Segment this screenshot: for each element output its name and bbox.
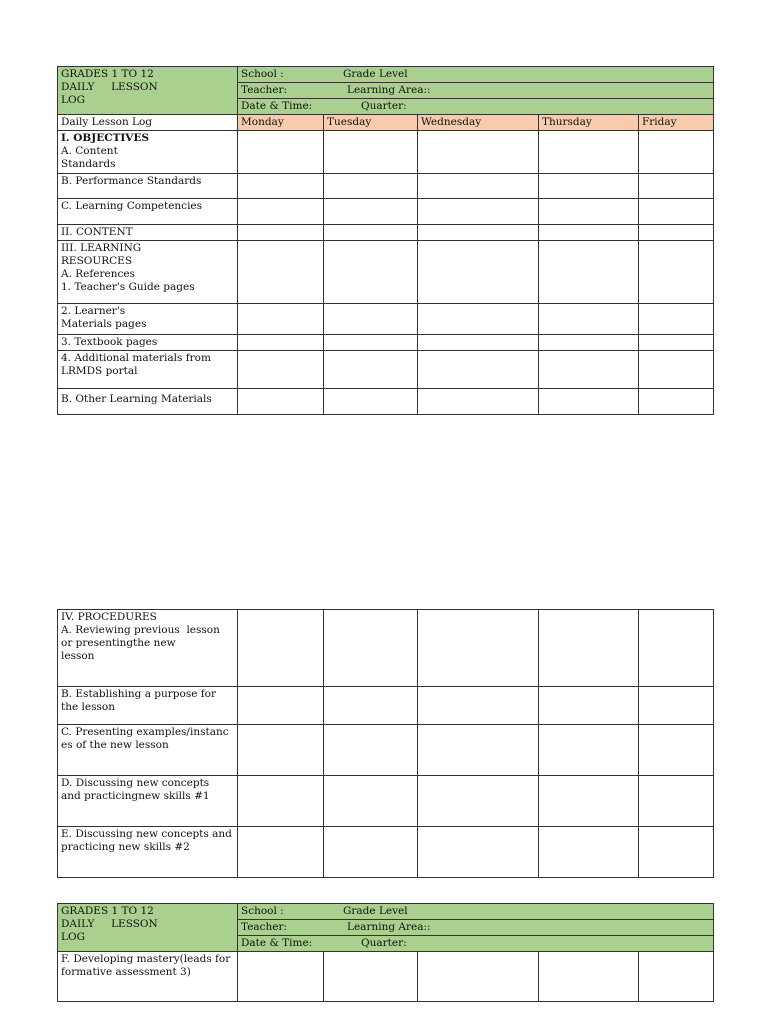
entry-cell[interactable] (639, 389, 714, 415)
date-time-cell[interactable] (238, 936, 714, 952)
lesson-log-table-3 (57, 903, 714, 1002)
entry-cell[interactable] (238, 687, 324, 725)
row-label (58, 827, 238, 878)
entry-cell[interactable] (324, 241, 418, 304)
row-label-line: and practicingnew skills #1 (61, 790, 210, 802)
day-header-thursday: Thursday (539, 115, 639, 131)
log-title-cell (58, 67, 238, 115)
quarter-label: Quarter: (361, 100, 407, 112)
entry-cell[interactable] (418, 687, 539, 725)
teacher-cell[interactable] (238, 920, 714, 936)
row-label-line: III. LEARNING (61, 242, 142, 254)
daily-lesson-log-label: Daily Lesson Log (58, 115, 238, 131)
table-row (58, 725, 714, 776)
row-label (58, 725, 238, 776)
entry-cell[interactable] (418, 827, 539, 878)
row-label (58, 610, 238, 687)
entry-cell[interactable] (324, 952, 418, 1002)
entry-cell[interactable] (324, 610, 418, 687)
entry-cell[interactable] (639, 776, 714, 827)
entry-cell[interactable] (238, 725, 324, 776)
entry-cell[interactable] (539, 389, 639, 415)
entry-cell[interactable] (539, 725, 639, 776)
entry-cell[interactable] (418, 241, 539, 304)
teacher-label: Teacher: (241, 84, 288, 96)
entry-cell[interactable] (639, 687, 714, 725)
table-row (58, 952, 714, 1002)
row-label (58, 335, 238, 351)
table-row (58, 304, 714, 335)
log-title-line-1: GRADES 1 TO 12 (61, 68, 154, 80)
log-title-line-2: DAILY LESSON (61, 918, 158, 930)
entry-cell[interactable] (418, 174, 539, 199)
school-label: School : (241, 905, 284, 917)
entry-cell[interactable] (238, 225, 324, 241)
table-row (58, 776, 714, 827)
learning-area-label: Learning Area:: (347, 921, 431, 933)
entry-cell[interactable] (238, 199, 324, 225)
row-label-line: 2. Learner's (61, 305, 126, 317)
grade-level-label: Grade Level (343, 905, 408, 917)
lesson-log-table-2 (57, 609, 714, 878)
entry-cell[interactable] (324, 827, 418, 878)
entry-cell[interactable] (418, 304, 539, 335)
entry-cell[interactable] (639, 827, 714, 878)
day-header-wednesday: Wednesday (418, 115, 539, 131)
entry-cell[interactable] (238, 335, 324, 351)
day-header-monday: Monday (238, 115, 324, 131)
entry-cell[interactable] (324, 174, 418, 199)
entry-cell[interactable] (418, 335, 539, 351)
entry-cell[interactable] (539, 241, 639, 304)
row-label-line: B. Other Learning Materials (61, 393, 212, 405)
row-label-line: or presentingthe new (61, 637, 176, 649)
day-header-friday: Friday (639, 115, 714, 131)
row-label (58, 174, 238, 199)
entry-cell[interactable] (639, 304, 714, 335)
entry-cell[interactable] (639, 351, 714, 389)
table-row (58, 687, 714, 725)
entry-cell[interactable] (418, 199, 539, 225)
entry-cell[interactable] (639, 241, 714, 304)
table-row (58, 241, 714, 304)
log-title-cell (58, 904, 238, 952)
date-time-cell[interactable] (238, 99, 714, 115)
row-label-line: A. Reviewing previous lesson (61, 624, 220, 636)
row-label-line: E. Discussing new concepts and (61, 828, 232, 840)
row-label (58, 776, 238, 827)
table-row (58, 335, 714, 351)
entry-cell[interactable] (539, 351, 639, 389)
row-label-line: B. Establishing a purpose for (61, 688, 217, 700)
table-row (58, 225, 714, 241)
quarter-label: Quarter: (361, 937, 407, 949)
school-cell[interactable] (238, 67, 714, 83)
grade-level-label: Grade Level (343, 68, 408, 80)
procedures-heading: IV. PROCEDURES (61, 611, 157, 623)
row-label-line: practicing new skills #2 (61, 841, 190, 853)
entry-cell[interactable] (539, 335, 639, 351)
row-label (58, 199, 238, 225)
entry-cell[interactable] (238, 174, 324, 199)
entry-cell[interactable] (324, 776, 418, 827)
row-label-line: A. References (61, 268, 135, 280)
entry-cell[interactable] (324, 304, 418, 335)
learning-area-label: Learning Area:: (347, 84, 431, 96)
table-row (58, 199, 714, 225)
entry-cell[interactable] (324, 335, 418, 351)
entry-cell[interactable] (539, 952, 639, 1002)
entry-cell[interactable] (539, 174, 639, 199)
entry-cell[interactable] (639, 131, 714, 174)
table-row (58, 610, 714, 687)
entry-cell[interactable] (418, 389, 539, 415)
entry-cell[interactable] (238, 131, 324, 174)
row-label (58, 389, 238, 415)
entry-cell[interactable] (639, 952, 714, 1002)
entry-cell[interactable] (639, 725, 714, 776)
entry-cell[interactable] (639, 225, 714, 241)
date-time-label: Date & Time: (241, 937, 313, 949)
day-header-tuesday: Tuesday (324, 115, 418, 131)
row-label-line: Materials pages (61, 318, 147, 330)
table-row (58, 389, 714, 415)
row-label-line: F. Developing mastery(leads for (61, 953, 231, 965)
entry-cell[interactable] (418, 952, 539, 1002)
row-label-line: D. Discussing new concepts (61, 777, 210, 789)
row-label (58, 241, 238, 304)
entry-cell[interactable] (639, 174, 714, 199)
table-row (58, 827, 714, 878)
entry-cell[interactable] (324, 687, 418, 725)
entry-cell[interactable] (324, 225, 418, 241)
row-label-line: II. CONTENT (61, 226, 133, 238)
teacher-cell[interactable] (238, 83, 714, 99)
entry-cell[interactable] (539, 199, 639, 225)
entry-cell[interactable] (324, 351, 418, 389)
entry-cell[interactable] (539, 687, 639, 725)
row-label (58, 225, 238, 241)
entry-cell[interactable] (418, 131, 539, 174)
entry-cell[interactable] (238, 241, 324, 304)
row-label-line: 4. Additional materials from (61, 352, 211, 364)
log-title-line-3: LOG (61, 931, 85, 943)
row-label-line: 1. Teacher's Guide pages (61, 281, 195, 293)
row-label (58, 952, 238, 1002)
entry-cell[interactable] (418, 225, 539, 241)
school-cell[interactable] (238, 904, 714, 920)
entry-cell[interactable] (324, 199, 418, 225)
row-label-line: C. Presenting examples/instanc (61, 726, 229, 738)
entry-cell[interactable] (539, 827, 639, 878)
log-title-line-2: DAILY LESSON (61, 81, 158, 93)
entry-cell[interactable] (324, 725, 418, 776)
entry-cell[interactable] (418, 725, 539, 776)
entry-cell[interactable] (238, 776, 324, 827)
entry-cell[interactable] (539, 225, 639, 241)
entry-cell[interactable] (418, 351, 539, 389)
entry-cell[interactable] (238, 351, 324, 389)
entry-cell[interactable] (639, 199, 714, 225)
table-row (58, 351, 714, 389)
entry-cell[interactable] (639, 610, 714, 687)
entry-cell[interactable] (418, 776, 539, 827)
table-row (58, 131, 714, 174)
entry-cell[interactable] (539, 131, 639, 174)
entry-cell[interactable] (324, 131, 418, 174)
row-label-line: Standards (61, 158, 116, 170)
row-label-line: B. Performance Standards (61, 175, 202, 187)
row-label-line: C. Learning Competencies (61, 200, 203, 212)
objectives-heading: I. OBJECTIVES (61, 132, 150, 144)
lesson-log-table-1 (57, 66, 714, 415)
school-label: School : (241, 68, 284, 80)
log-title-line-1: GRADES 1 TO 12 (61, 905, 154, 917)
entry-cell[interactable] (418, 610, 539, 687)
entry-cell[interactable] (539, 610, 639, 687)
entry-cell[interactable] (238, 304, 324, 335)
row-label (58, 687, 238, 725)
row-label-line: A. Content (61, 145, 118, 157)
entry-cell[interactable] (539, 304, 639, 335)
entry-cell[interactable] (238, 952, 324, 1002)
row-label-line: RESOURCES (61, 255, 133, 267)
entry-cell[interactable] (324, 389, 418, 415)
row-label (58, 304, 238, 335)
row-label (58, 351, 238, 389)
entry-cell[interactable] (539, 776, 639, 827)
table-row (58, 174, 714, 199)
log-title-line-3: LOG (61, 94, 85, 106)
entry-cell[interactable] (639, 335, 714, 351)
entry-cell[interactable] (238, 610, 324, 687)
entry-cell[interactable] (238, 389, 324, 415)
row-label-line: es of the new lesson (61, 739, 169, 751)
entry-cell[interactable] (238, 827, 324, 878)
date-time-label: Date & Time: (241, 100, 313, 112)
row-label-line: formative assessment 3) (61, 966, 191, 978)
row-label-line: 3. Textbook pages (61, 336, 158, 348)
row-label-line: LRMDS portal (61, 365, 138, 377)
row-label-line: lesson (61, 650, 95, 662)
row-label-line: the lesson (61, 701, 115, 713)
row-label (58, 131, 238, 174)
teacher-label: Teacher: (241, 921, 288, 933)
